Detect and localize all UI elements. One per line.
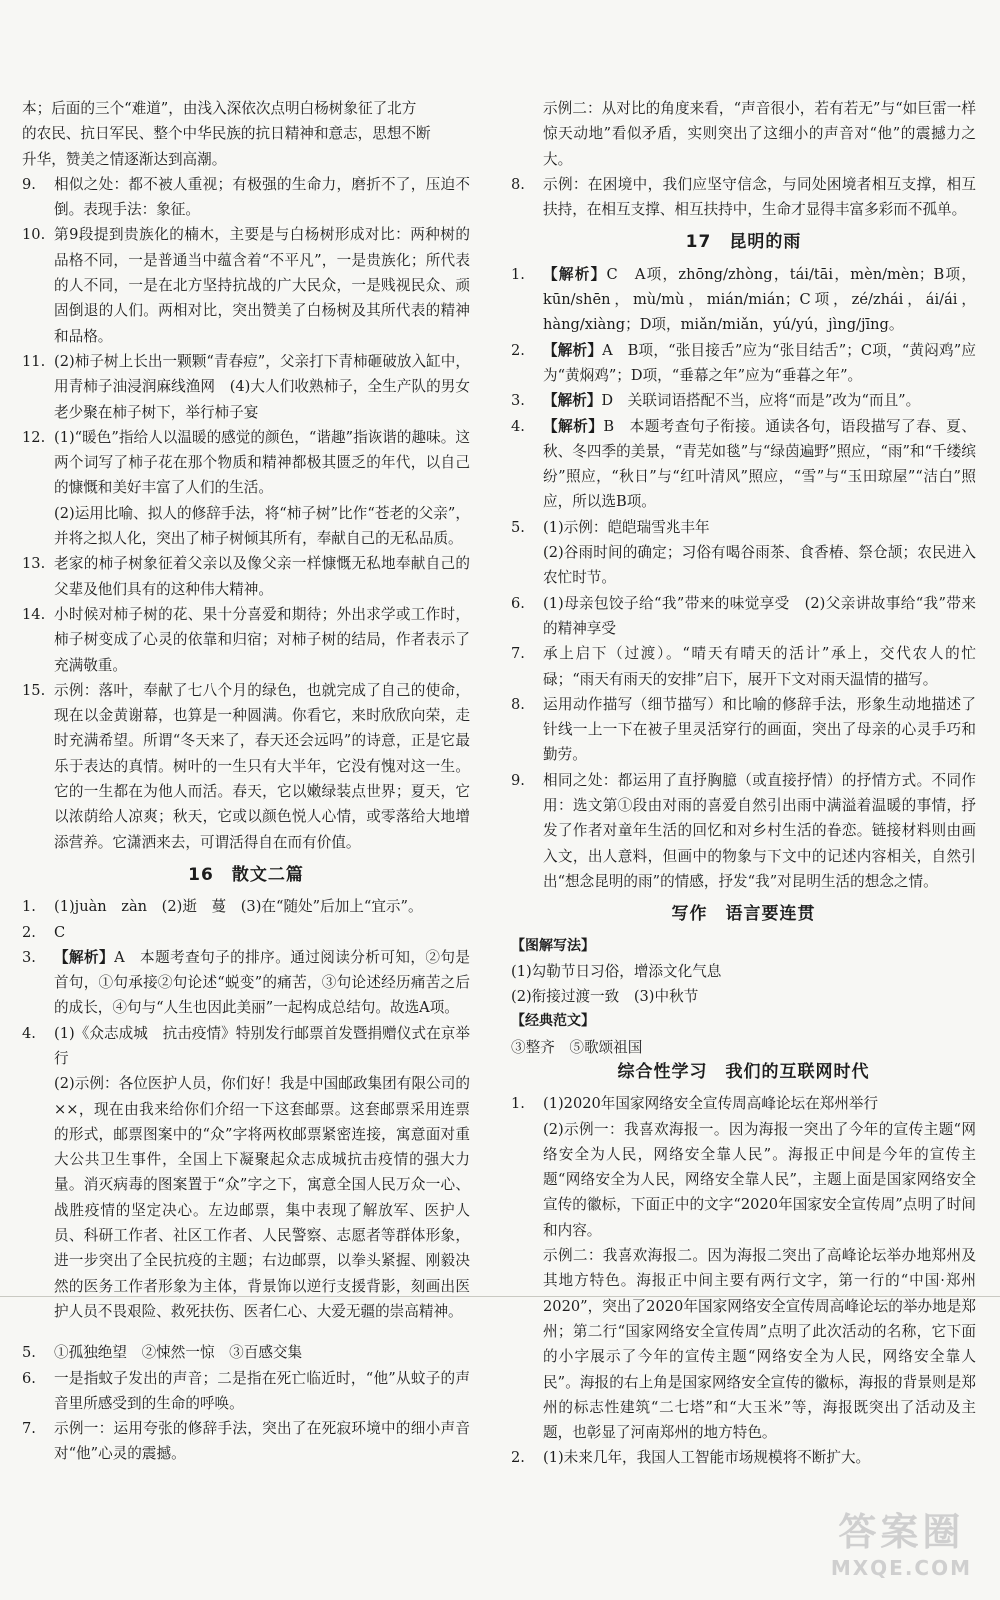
answer-item-12-part-2: (2)运用比喻、拟人的修辞手法，将“柿子树”比作“苍老的父亲”，并将之拟人化，突出了柿子树倾其所有，奉献自己的无私品质。 bbox=[54, 504, 470, 548]
answer-item-14: 14. 小时候对柿子树的花、果十分喜爱和期待；外出求学或工作时，柿子树变成了心灵的依靠和归宿；对柿子树的结局，作者表示了充满敬重。 bbox=[22, 605, 470, 674]
sec16-item-5: 5. ①孤独绝望 ②悚然一惊 ③百感交集 bbox=[22, 1344, 303, 1362]
sec17-item-4: 4. 【解析】B 本题考查句子衔接。通读各句，语段描写了春、夏、秋、冬四季的美景，“青芜如毯”与“绿茵遍野”照应，“雨”和“千缕缤纷”照应，“秋日”与“红叶清风”照应，“雪”与“玉田琼屋”“洁白”照应，所以选B项。 bbox=[511, 417, 976, 511]
sec16-item-1: 1. (1)juàn zàn (2)逝 蔓 (3)在“随处”后加上“宜示”。 bbox=[22, 898, 423, 916]
section-title-writing: 写作 语言要连贯 bbox=[671, 904, 816, 925]
answer-item-10: 10. 第9段提到贵族化的楠木，主要是与白杨树形成对比：两种树的品格不同，一是普通当中蕴含着“不平凡”，一是贵族化；所代表的人不同，一是在北方坚持抗战的广大民众，一是贱视民众、顽固倒退的人们。两相对比，突出赞美了白杨树及其所代表的精神和品格。 bbox=[22, 226, 470, 345]
sec17-item-5-part-2: (2)谷雨时间的确定；习俗有喝谷雨茶、食香椿、祭仓颉；农民进入农忙时节。 bbox=[543, 544, 976, 587]
page-divider bbox=[0, 1296, 1000, 1297]
analysis-label: 【解析】 bbox=[543, 417, 604, 435]
zonghe-item-2: 2. (1)未来几年，我国人工智能市场规模将不断扩大。 bbox=[511, 1449, 871, 1467]
analysis-label: 【解析】 bbox=[54, 948, 115, 966]
left-column bbox=[22, 96, 470, 1467]
watermark-cn: 答案圈 bbox=[838, 1510, 965, 1554]
left-top-line-2: 的农民、抗日军民、整个中华民族的抗日精神和意志，思想不断 bbox=[22, 125, 431, 143]
sec17-item-5: 5. (1)示例：皑皑瑞雪兆丰年 bbox=[511, 518, 710, 536]
analysis-label: 【解析】 bbox=[543, 341, 603, 359]
analysis-label: 【解析】 bbox=[543, 265, 607, 283]
sec17-item-8: 8. 运用动作描写（细节描写）和比喻的修辞手法，形象生动地描述了针线一上一下在被子里灵活穿行的画面，突出了母亲的心灵手巧和勤劳。 bbox=[511, 695, 976, 764]
jingdian-heading: 【经典范文】 bbox=[511, 1013, 595, 1030]
answer-item-15: 15. 示例：落叶，奉献了七八个月的绿色，也就完成了自己的使命，现在以金黄谢幕，也算是一种圆满。你看它，来时欣欣向荣，走时充满希望。所谓“冬天来了，春天还会远吗”的诗意，正是它最乐于表达的真情。树叶的一生只有大半年，它没有愧对这一生。它的一生都在为他人而活。春天，它以嫩绿装点世界；夏天，它以浓荫给人凉爽；秋天，它或以颜色悦人心情，或零落给大地增添营养。它潇洒来去，可谓活得自在而有价值。 bbox=[22, 681, 470, 851]
sec17-item-6: 6. (1)母亲包饺子给“我”带来的味觉享受 (2)父亲讲故事给“我”带来的精神享受 bbox=[511, 594, 976, 637]
answer-item-8: 8. 示例：在困境中，我们应坚守信念，与同处困境者相互支撑，相互扶持，在相互支撑、相互扶持中，生命才显得丰富多彩而不孤单。 bbox=[511, 175, 976, 219]
section-title-16: 16 散文二篇 bbox=[188, 864, 304, 885]
sec16-item-6: 6. 一是指蚊子发出的声音；二是指在死亡临近时，“他”从蚊子的声音里所感受到的生命的呼唤。 bbox=[22, 1369, 470, 1412]
sec17-item-7: 7. 承上启下（过渡）。“晴天有晴天的活计”承上，交代农人的忙碌；“雨天有雨天的安排”启下，展开下文对雨天温情的描写。 bbox=[511, 645, 976, 688]
sec17-item-1: 1. 【解析】C A项，zhōng/zhòng，tái/tāi，mèn/mèn；B项，kūn/shēn，mù/mù，mián/mián；C项，zé/zhái，ái/ái，hàng/xiàng；D项，miǎn/miǎn，yú/yú，jìng/jīng。 bbox=[511, 265, 976, 334]
sec16-item-7: 7. 示例一：运用夸张的修辞手法，突出了在死寂环境中的细小声音对“他”心灵的震撼。 bbox=[22, 1420, 470, 1463]
analysis-label: 【解析】 bbox=[543, 392, 602, 410]
left-top-line-3: 升华，赞美之情逐渐达到高潮。 bbox=[22, 150, 227, 168]
tujie-heading: 【图解写法】 bbox=[511, 937, 595, 954]
answer-item-9: 9. 相似之处：都不被人重视；有极强的生命力，磨折不了，压迫不倒。表现手法：象征。 bbox=[22, 175, 470, 219]
zonghe-item-1-part-2: (2)示例一：我喜欢海报一。因为海报一突出了今年的宣传主题“网络安全为人民，网络安全靠人民”。海报正中间是今年的宣传主题“网络安全为人民，网络安全靠人民”，主题上面是国家网络安全宣传的徽标，下面正中的文字“2020年国家安全宣传周”点明了时间和内容。 bbox=[543, 1120, 976, 1239]
left-top-line-1: 本；后面的三个“难道”，由浅入深依次点明白杨树象征了北方 bbox=[22, 100, 417, 117]
section-title-zonghe: 综合性学习 我们的互联网时代 bbox=[617, 1061, 870, 1082]
sec16-item-4-part-2: (2)示例：各位医护人员，你们好！我是中国邮政集团有限公司的××，现在由我来给你们介绍一下这套邮票。这套邮票采用连票的形式，邮票图案中的“众”字将两枚邮票紧密连接，寓意面对重大公共卫生事件，全国上下凝聚起众志成城抗击疫情的强大力量。消灭病毒的图案置于“众”字之下，寓意全国人民万众一心、战胜疫情的坚定决心。左边邮票，集中表现了解放军、医护人员、科研工作者、社区工作者、人民警察、志愿者等群体形象，进一步突出了全民抗疫的主题；右边邮票，以拳头紧握、刚毅决然的医务工作者形象为主体，背景饰以逆行支援背影，刻画出医护人员不畏艰险、救死扶伤、医者仁心、大爱无疆的崇高精神。 bbox=[54, 1075, 470, 1320]
answer-item-12: 12. (1)“暖色”指给人以温暖的感觉的颜色，“谐趣”指诙谐的趣味。这两个词写了柿子花在那个物质和精神都极其匮乏的年代，以自己的慷慨和美好丰富了人们的生活。 bbox=[22, 428, 470, 497]
zonghe-item-1-part-3: 示例二：我喜欢海报二。因为海报二突出了高峰论坛举办地郑州及其地方特色。海报正中间主要有两行文字，第一行的“中国·郑州2020”，突出了2020年国家网络安全宣传周高峰论坛的举办地是郑州；第二行“国家网络安全宣传周”点明了此次活动的名称，它下面的小字展示了今年的宣传主题“网络安全为人民，网络安全靠人民”。海报的右上角是国家网络安全宣传的徽标，海报的背景则是郑州的标志性建筑“二七塔”和“大玉米”等，海报既突出了活动及主题，也彰显了河南郑州的地方特色。 bbox=[543, 1247, 976, 1442]
sec17-item-9: 9. 相同之处：都运用了直抒胸臆（或直接抒情）的抒情方式。不同作用：选文第①段由对雨的喜爱自然引出雨中满溢着温暖的事情，抒发了作者对童年生活的回忆和对乡村生活的眷恋。链接材料则由画入文，出人意料，但画中的物象与下文中的记述内容相关，自然引出“想念昆明的雨”的情感，抒发“我”对昆明生活的想念之情。 bbox=[511, 771, 976, 890]
sec16-item-4: 4. (1)《众志成城 抗击疫情》特别发行邮票首发暨捐赠仪式在京举行 bbox=[22, 1024, 470, 1067]
answer-item-11: 11. (2)柿子树上长出一颗颗“青春痘”，父亲打下青柿砸破放入缸中，用青柿子油浸润麻线渔网 (4)大人们收熟柿子，全生产队的男女老少聚在柿子树下，举行柿子宴 bbox=[22, 352, 470, 421]
jingdian-line: ③整齐 ⑤歌颂祖国 bbox=[511, 1038, 643, 1056]
sec16-item-2: 2. C bbox=[22, 923, 66, 941]
zonghe-item-1: 1. (1)2020年国家网络安全宣传周高峰论坛在郑州举行 bbox=[511, 1095, 879, 1113]
tujie-line-1: (1)勾勒节日习俗，增添文化气息 bbox=[511, 962, 722, 980]
watermark-logo bbox=[831, 1501, 972, 1580]
right-column bbox=[511, 96, 976, 1471]
sec16-item-3: 3. 【解析】A 本题考查句子的排序。通过阅读分析可知，②句是首句，①句承接②句论述“蜕变”的痛苦，③句论述经历痛苦之后的成长，④句与“人生也因此美丽”一起构成总结句。故选A项。 bbox=[22, 948, 470, 1017]
answer-item-13: 13. 老家的柿子树象征着父亲以及像父亲一样慷慨无私地奉献自己的父辈及他们具有的这种伟大精神。 bbox=[22, 555, 470, 598]
right-top-paragraph: 示例二：从对比的角度来看，“声音很小，若有若无”与“如巨雷一样惊天动地”看似矛盾，实则突出了这细小的声音对“他”的震撼力之大。 bbox=[543, 100, 976, 168]
tujie-line-2: (2)衔接过渡一致 (3)中秋节 bbox=[511, 988, 699, 1006]
sec17-item-2: 2. 【解析】A B项，“张目接舌”应为“张目结舌”；C项，“黄闷鸡”应为“黄焖鸡”；D项，“垂幕之年”应为“垂暮之年”。 bbox=[511, 341, 976, 384]
watermark-en: MXQE.COM bbox=[830, 1556, 972, 1580]
sec17-item-3: 3. 【解析】D 关联词语搭配不当，应将“而是”改为“而且”。 bbox=[511, 392, 921, 410]
section-title-17: 17 昆明的雨 bbox=[685, 232, 802, 253]
